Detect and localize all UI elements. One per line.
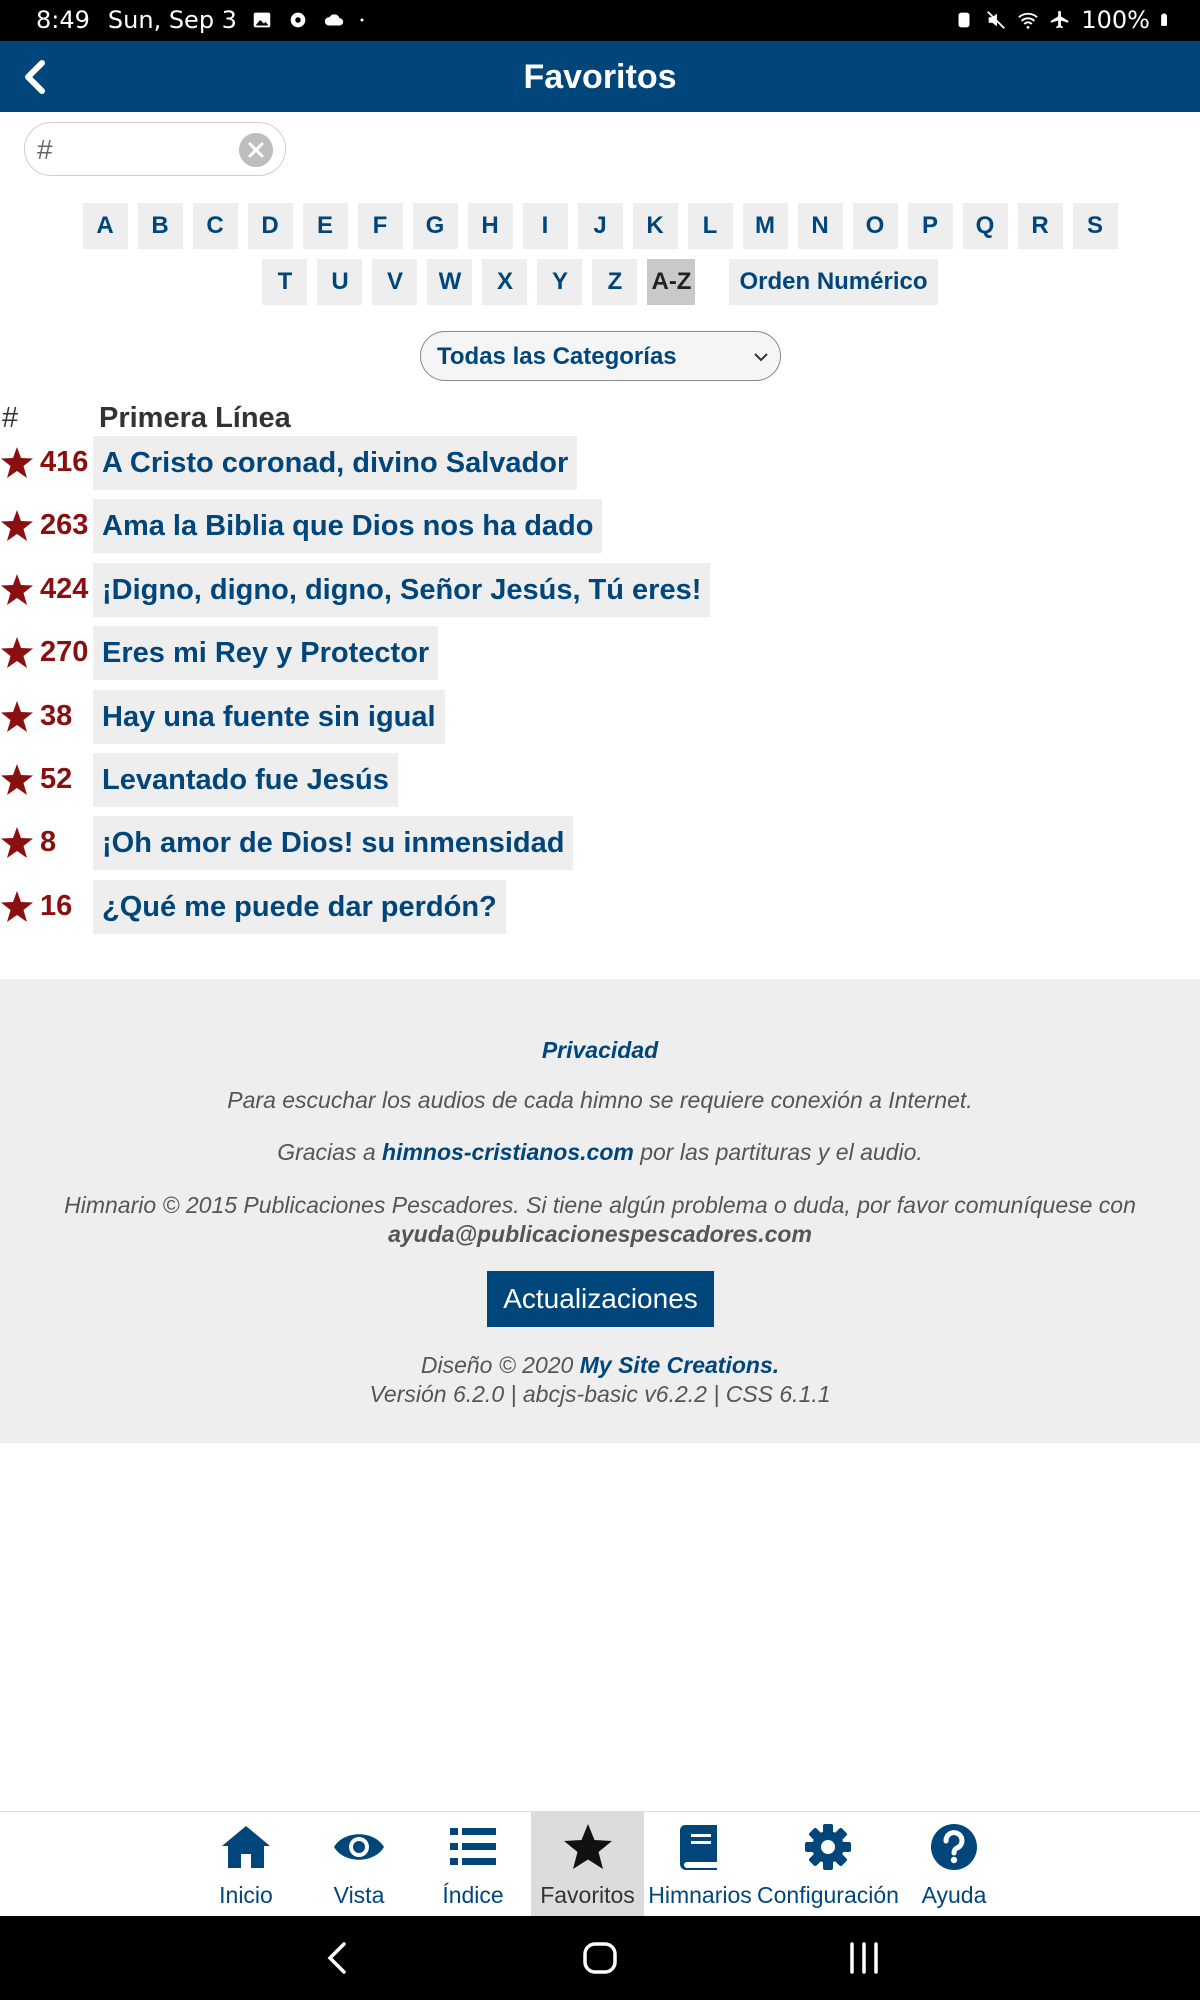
settings-status-icon [287,9,309,31]
thanks-pre: Gracias a [277,1139,376,1165]
system-back-icon[interactable] [318,1938,358,1978]
star-icon [561,1822,615,1872]
numeric-order-button[interactable]: Orden Numérico [729,259,937,305]
system-recents-icon[interactable] [844,1938,884,1978]
nav-inicio[interactable] [211,1812,281,1917]
nav-configuracion[interactable] [756,1812,900,1917]
hymn-number[interactable]: 424 [40,572,89,605]
letter-button-h[interactable]: H [468,203,513,249]
clear-search-icon[interactable] [239,133,273,167]
list-item [0,436,1200,490]
nav-indice[interactable] [438,1812,508,1917]
letter-button-z[interactable]: Z [592,259,637,305]
battery-icon [1160,9,1174,31]
nav-label: Favoritos [540,1882,635,1908]
favorite-star-icon[interactable] [0,446,34,480]
letter-button-m[interactable]: M [743,203,788,249]
category-select[interactable] [420,331,781,381]
favorite-star-icon[interactable] [0,826,34,860]
list-header [0,398,1200,436]
letter-az-button[interactable]: A-Z [647,259,695,305]
hymn-first-line-link[interactable]: Ama la Biblia que Dios nos ha dado [93,499,602,553]
letter-button-t[interactable]: T [262,259,307,305]
letter-button-i[interactable]: I [523,203,568,249]
system-home-icon[interactable] [580,1938,620,1978]
list-item [0,690,1200,744]
version-text: Versión 6.2.0 | abcjs-basic v6.2.2 | CSS 6.1.1 [369,1381,831,1407]
column-number-header: # [2,402,19,434]
hymn-number[interactable]: 38 [40,699,73,732]
letter-button-f[interactable]: F [358,203,403,249]
letter-button-k[interactable]: K [633,203,678,249]
dot-icon [359,9,371,31]
nav-vista[interactable] [324,1812,394,1917]
my-site-creations-link[interactable]: My Site Creations. [579,1352,780,1378]
favorite-star-icon[interactable] [0,509,34,543]
footer [0,979,1200,1443]
page-title: Favoritos [523,58,677,96]
app-header [0,41,1200,112]
favorite-star-icon[interactable] [0,890,34,924]
updates-button[interactable]: Actualizaciones [487,1271,714,1327]
favorite-star-icon[interactable] [0,573,34,607]
battery-percent: 100% [1081,6,1150,34]
letter-button-j[interactable]: J [578,203,623,249]
book-icon [673,1822,727,1872]
nav-himnarios[interactable] [648,1812,752,1917]
hymn-number[interactable]: 52 [40,763,73,795]
privacy-link[interactable]: Privacidad [541,1037,659,1063]
letter-button-r[interactable]: R [1018,203,1063,249]
hymn-first-line-link[interactable]: Hay una fuente sin igual [93,690,445,744]
copyright-text [30,1191,1170,1249]
letter-button-n[interactable]: N [798,203,843,249]
letter-button-u[interactable]: U [317,259,362,305]
design-pre: Diseño © 2020 [420,1352,574,1378]
letter-button-p[interactable]: P [908,203,953,249]
gear-icon [801,1822,855,1872]
hymn-number[interactable]: 416 [40,446,89,478]
list-item [0,816,1200,870]
himnos-cristianos-link[interactable]: himnos-cristianos.com [382,1139,634,1165]
category-selected-label: Todas las Categorías [437,343,677,370]
hymn-number[interactable]: 8 [40,826,57,859]
search-box [24,122,286,176]
status-date: Sun, Sep 3 [107,6,237,34]
list-item [0,499,1200,553]
hymn-first-line-link[interactable]: Levantado fue Jesús [93,753,398,807]
letter-button-g[interactable]: G [413,203,458,249]
help-icon [927,1822,981,1872]
hymn-number[interactable]: 16 [40,889,73,922]
gallery-icon [251,9,273,31]
letter-button-e[interactable]: E [303,203,348,249]
chevron-down-icon [752,348,770,366]
nav-label: Configuración [757,1882,899,1908]
letter-button-l[interactable]: L [688,203,733,249]
hymn-first-line-link[interactable]: A Cristo coronad, divino Salvador [93,436,577,490]
hymn-first-line-link[interactable]: ¡Oh amor de Dios! su inmensidad [93,816,573,870]
mute-icon [985,9,1007,31]
airplane-icon [1049,9,1071,31]
nav-ayuda[interactable] [918,1812,990,1917]
list-item [0,880,1200,934]
bottom-navigation [0,1811,1200,1917]
wifi-icon [1017,9,1039,31]
letter-button-w[interactable]: W [427,259,472,305]
alarm-icon [953,9,975,31]
thanks-post: por las partituras y el audio. [640,1139,923,1165]
support-email-link[interactable]: ayuda@publicacionespescadores.com [388,1221,812,1247]
hymn-first-line-link[interactable]: Eres mi Rey y Protector [93,626,438,680]
system-navigation-bar [0,1916,1200,2000]
nav-label: Índice [442,1882,504,1908]
eye-icon [332,1822,386,1872]
list-item [0,563,1200,617]
favorite-star-icon[interactable] [0,700,34,734]
audio-note: Para escuchar los audios de cada himno se requiere conexión a Internet. [227,1087,973,1113]
cloud-icon [323,9,345,31]
letter-button-a[interactable]: A [83,203,128,249]
favorite-star-icon[interactable] [0,636,34,670]
nav-label: Inicio [219,1882,273,1908]
nav-label: Himnarios [648,1882,752,1908]
nav-label: Ayuda [921,1882,987,1908]
letter-filter [0,203,1200,315]
hymn-first-line-link[interactable]: ¿Qué me puede dar perdón? [93,880,506,934]
column-first-line-header: Primera Línea [99,402,291,434]
letter-button-b[interactable]: B [138,203,183,249]
design-credits [0,1351,1200,1409]
copyright-line: Himnario © 2015 Publicaciones Pescadores. Si tiene algún problema o duda, por favor comuníquese con [64,1192,1136,1218]
home-icon [219,1822,273,1872]
favorite-star-icon[interactable] [0,763,34,797]
nav-label: Vista [333,1882,385,1908]
letter-button-o[interactable]: O [853,203,898,249]
hymn-number[interactable]: 270 [40,636,89,669]
hymn-first-line-link[interactable]: ¡Digno, digno, digno, Señor Jesús, Tú eres! [93,563,710,617]
letter-button-q[interactable]: Q [963,203,1008,249]
hymn-number[interactable]: 263 [40,509,89,542]
list-item [0,753,1200,807]
letter-button-x[interactable]: X [482,259,527,305]
letter-button-y[interactable]: Y [537,259,582,305]
letter-button-v[interactable]: V [372,259,417,305]
search-input[interactable] [35,131,239,169]
status-time: 8:49 [36,6,90,34]
status-bar [0,0,1200,41]
list-icon [446,1822,500,1872]
letter-button-c[interactable]: C [193,203,238,249]
thanks-text [0,1139,1200,1166]
letter-button-s[interactable]: S [1073,203,1118,249]
letter-button-d[interactable]: D [248,203,293,249]
nav-favoritos[interactable] [531,1812,644,1917]
list-item [0,626,1200,680]
